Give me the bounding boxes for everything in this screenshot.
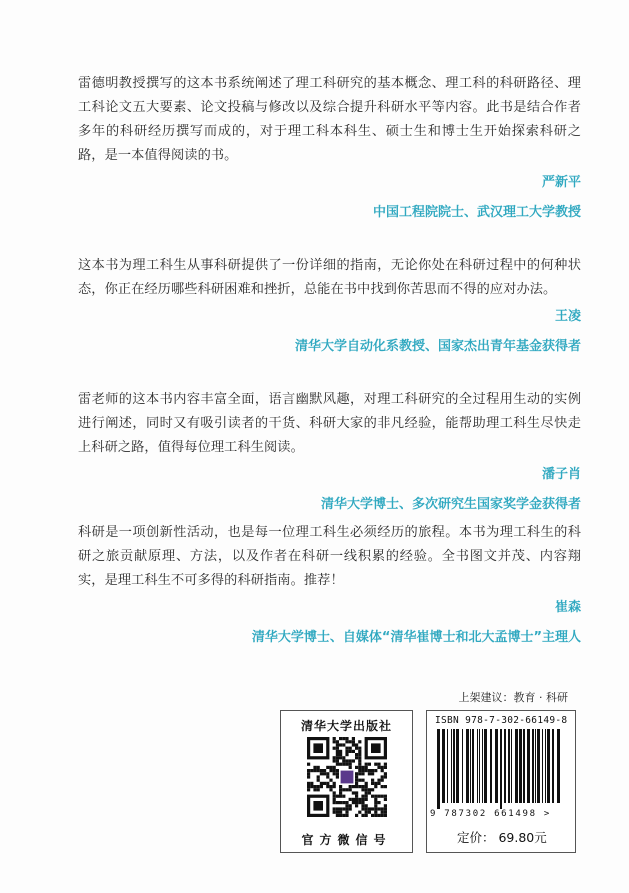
review-text: 科研是一项创新性活动，也是每一位理工科生必须经历的旅程。本书为理工科生的科研之旅贡献原理、方法，以及作者在科研一线积累的经验。全书图文并茂、内容翔实，是理工科生不可多得的科研指南。推荐！ xyxy=(78,525,581,588)
review-affiliation: 中国工程院院士、武汉理工大学教授 xyxy=(372,205,581,220)
publisher-name: 清华大学出版社 xyxy=(300,719,392,733)
review-author: 严新平 xyxy=(541,175,581,190)
shelf-suggestion: 上架建议：教育 · 科研 xyxy=(458,691,568,704)
review-4 xyxy=(78,521,581,648)
review-2 xyxy=(78,254,581,357)
publisher-wechat-label: 官方微信号 xyxy=(301,833,392,847)
review-text: 雷老师的这本书内容丰富全面，语言幽默风趣，对理工科研究的全过程用生动的实例进行阐述，同时又有吸引读者的干货、科研大家的非凡经验，能帮助理工科生尽快走上科研之路，值得每位理工科生阅读。 xyxy=(78,392,581,455)
review-author: 王凌 xyxy=(554,309,581,324)
review-author: 崔森 xyxy=(554,600,581,615)
review-text: 这本书为理工科生从事科研提供了一份详细的指南，无论你处在科研过程中的何种状态，你正在经历哪些科研困难和挫折，总能在书中找到你苦思而不得的应对办法。 xyxy=(78,258,581,297)
review-author: 潘子肖 xyxy=(541,467,581,482)
review-1 xyxy=(78,72,581,223)
review-3 xyxy=(78,388,581,515)
qr-code-icon[interactable] xyxy=(307,737,387,817)
publisher-qr-box xyxy=(280,710,413,853)
barcode-icon xyxy=(435,729,567,809)
price: 定价： 69.80元 xyxy=(457,830,547,845)
review-affiliation: 清华大学博士、多次研究生国家奖学金获得者 xyxy=(320,497,581,512)
review-affiliation: 清华大学自动化系教授、国家杰出青年基金获得者 xyxy=(294,339,581,354)
review-affiliation: 清华大学博士、自媒体“清华崔博士和北大孟博士”主理人 xyxy=(251,630,581,645)
isbn-text: ISBN 978-7-302-66149-8 xyxy=(435,715,568,726)
review-text: 雷德明教授撰写的这本书系统阐述了理工科研究的基本概念、理工科的科研路径、理工科论文五大要素、论文投稿与修改以及综合提升科研水平等内容。此书是结合作者多年的科研经历撰写而成的，对于理工科本科生、硕士生和博士生开始探索科研之路，是一本值得阅读的书。 xyxy=(78,76,581,163)
barcode-box xyxy=(426,710,576,853)
barcode-number: 9 787302 661498 > xyxy=(430,809,552,819)
